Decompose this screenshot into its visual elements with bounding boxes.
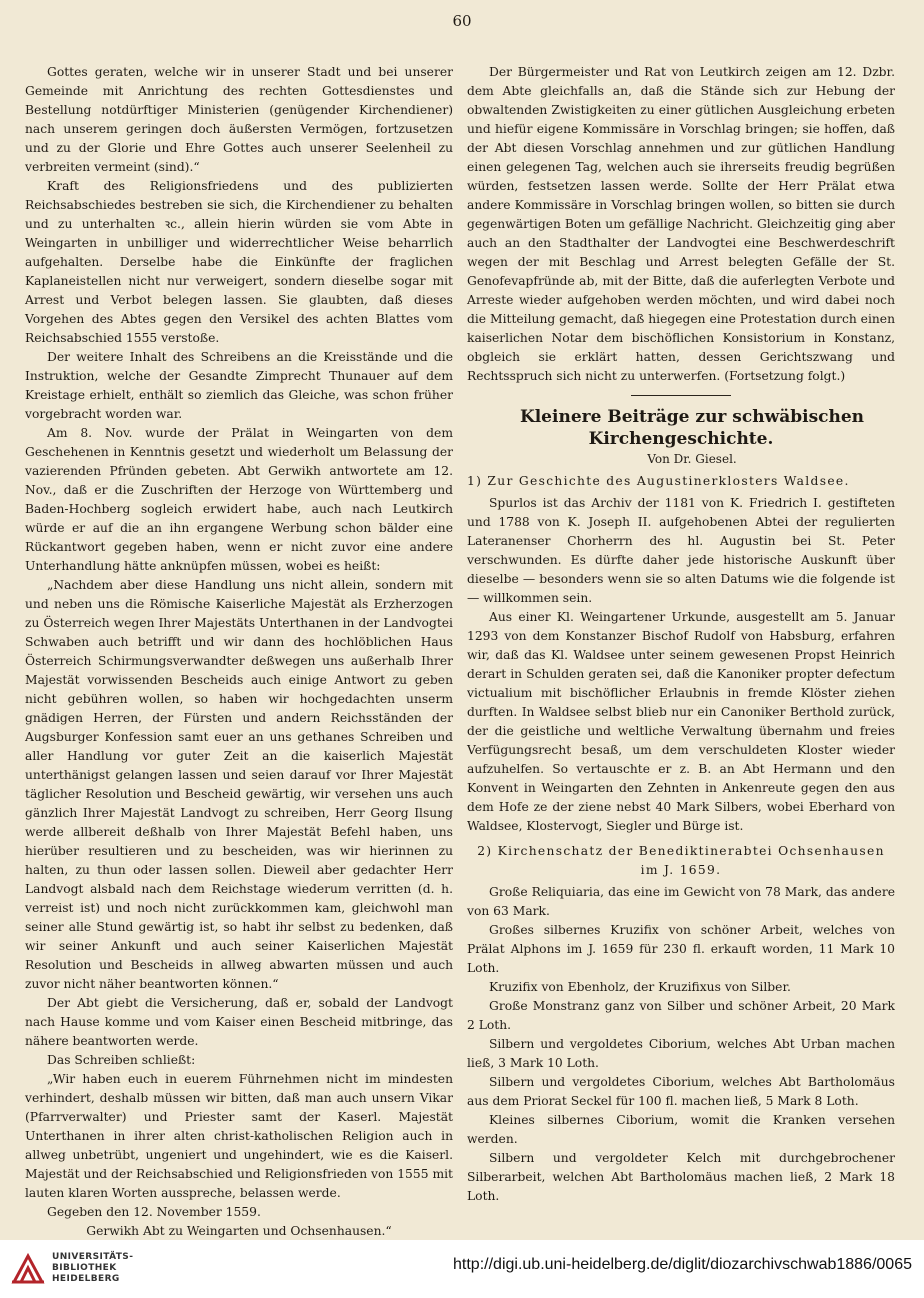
signature-line: Gerwikh Abt zu Weingarten und Ochsenhausen.“ bbox=[86, 1224, 392, 1238]
paragraph: Der Abt giebt die Versicherung, daß er, sobald der Landvogt nach Hause komme und vom Kaiser einen Bescheid mitbringe, das nähere beantworten werde. bbox=[25, 996, 453, 1048]
left-column bbox=[25, 63, 453, 1240]
page-number: 60 bbox=[452, 12, 472, 30]
paragraph: „Nachdem aber diese Handlung uns nicht allein, sondern mit und neben uns die Römische Kaiserliche Majestät als Erzherzogen zu Österreich wegen Ihrer Majestäts Unterthanen in der Landvogtei Schwaben auch betrifft und wir dann des hochlöblichen Haus Österreich Schirmungsverwandter deßwegen uns außerhalb Ihrer Majestät vorwissenden Bescheids auch einige Antwort zu geben nicht gebühren wollen, so haben wir hochgedachten unserm gnädigen Herren, der Fürsten und andern Reichsständen der Augsburger Konfession samt euer an uns gethanes Schreiben und aller Handlung vor guter Zeit an die kaiserlich Majestät unterthänigst gelangen lassen und seien darauf vor Ihrer Majestät täglicher Resolution und Bescheid gewärtig, wir versehen uns auch gänzlich Ihrer Majestät Landvogt zu schreiben, Herr Georg Ilsung werde allbereit deßhalb von Ihrer Majestät Befehl haben, uns hierüber resultieren und zu bescheiden, was wir hierinnen zu halten, zu thun oder lassen sollen. Dieweil aber gedachter Herr Landvogt alsbald nach dem Reichstage wiederum verritten (d. h. verreist ist) und noch nicht zurückkommen kam, gleichwohl man seiner alle Stund gewärtig ist, so habt ihr selbst zu bedenken, daß wir seiner Ankunft und auch seiner Kaiserlichen Majestät Resolution und Bescheids in allweg abwarten müssen und auch zuvor nicht näher beantworten können.“ bbox=[25, 578, 453, 991]
paragraph: „Wir haben euch in euerem Führnehmen nicht im mindesten verhindert, deshalb müssen wir bitten, daß man auch unsern Vikar (Pfarrverwalter) und Priester samt der Kaserl. Majestät Unterthanen in ihrer alten christ-katholischen Religion auch in allweg unbetrübt, ungeniert und ungehindert, wie es die Kaiserl. Majestät und der Reichsabschied und Religionsfrieden von 1555 mit lauten klaren Worten ausspreche, belassen werde. bbox=[25, 1072, 453, 1200]
list-item: Kruzifix von Ebenholz, der Kruzifixus von Silber. bbox=[489, 980, 791, 994]
subsection-heading: 2) Kirchenschatz der Benediktinerabtei Ochsenhausen im J. 1659. bbox=[477, 844, 885, 877]
list-item: Silbern und vergoldetes Ciborium, welches Abt Urban machen ließ, 3 Mark 10 Loth. bbox=[467, 1037, 895, 1070]
paragraph: Der weitere Inhalt des Schreibens an die Kreisstände und die Instruktion, welche der Gesandte Zimprecht Thunauer auf dem Kreistage erhielt, enthält so ziemlich das Gleiche, was schon früher vorgebracht worden war. bbox=[25, 350, 453, 421]
author-line: Von Dr. Giesel. bbox=[647, 452, 737, 466]
footer-bar bbox=[0, 1240, 924, 1298]
subsection-heading: 1) Zur Geschichte des Augustinerklosters Waldsee. bbox=[467, 474, 850, 488]
logo-line: HEIDELBERG bbox=[52, 1274, 120, 1284]
paragraph: Der Bürgermeister und Rat von Leutkirch zeigen am 12. Dzbr. dem Abte gleichfalls an, daß die Stände sich zur Hebung der obwaltenden Zwistigkeiten zu einer gütlichen Ausgleichung erbeten und hiefür eigene Kommissäre in Vorschlag bringen; sie hoffen, daß der Abt diesen Vorschlag annehmen und zur gütlichen Handlung einen gelegenen Tag, welchen auch sie ihrerseits freudig begrüßen würden, festsetzen lassen werde. Sollte der Herr Prälat etwa andere Kommissäre in Vorschlag bringen wollen, so bitten sie durch gegenwärtigen Boten um gefällige Nachricht. Gleichzeitig ging aber auch an den Stadthalter der Landvogtei eine Beschwerdeschrift wegen der mit Beschlag und Arrest belegten Gefälle der St. Genofevapfründe ab, mit der Bitte, daß die auferlegten Verbote und Arreste wieder aufgehoben werden möchten, und wird dabei noch die Mitteilung gemacht, daß hiegegen eine Protestation durch einen kaiserlichen Notar dem bischöflichen Konsistorium in Konstanz, obgleich sie erklärt hatten, dessen Gerichtszwang und Rechtsspruch sich nicht zu unterwerfen. (Fortsetzung folgt.) bbox=[467, 65, 895, 383]
list-item: Großes silbernes Kruzifix von schöner Arbeit, welches von Prälat Alphons im J. 1659 für 230 fl. erkauft worden, 11 Mark 10 Loth. bbox=[467, 923, 895, 975]
list-item: Silbern und vergoldeter Kelch mit durchgebrochener Silberarbeit, welchen Abt Bartholomäus machen ließ, 2 Mark 18 Loth. bbox=[467, 1151, 895, 1203]
source-url[interactable]: http://digi.ub.uni-heidelberg.de/diglit/diozarchivschwab1886/0065 bbox=[453, 1256, 912, 1273]
logo-line: BIBLIOTHEK bbox=[52, 1263, 117, 1273]
paragraph: Gottes geraten, welche wir in unserer Stadt und bei unserer Gemeinde mit Anrichtung des rechten Gottesdienstes und Bestellung notdürftiger Ministerien (genügender Kirchendiener) nach unserem geringen doch äußersten Vermögen, fortzusetzen und zu der Glorie und Ehre Gottes auch unserer Seelenheil zu verbreiten vermeint (sind).“ bbox=[25, 65, 453, 174]
paragraph: Spurlos ist das Archiv der 1181 von K. Friedrich I. gestifteten und 1788 von K. Joseph II. aufgehobenen Abtei der regulierten Lateranenser Chorherrn des hl. Augustin bei St. Peter verschwunden. Es dürfte daher jede historische Auskunft über dieselbe — besonders wenn sie so alten Datums wie die folgende ist — willkommen sein. bbox=[467, 496, 895, 605]
logo-line: UNIVERSITÄTS- bbox=[52, 1252, 134, 1262]
list-item: Große Reliquiaria, das eine im Gewicht von 78 Mark, das andere von 63 Mark. bbox=[467, 885, 895, 918]
paragraph: Das Schreiben schließt: bbox=[47, 1053, 196, 1067]
list-item: Silbern und vergoldetes Ciborium, welches Abt Bartholomäus aus dem Priorat Seckel für 100 fl. machen ließ, 5 Mark 8 Loth. bbox=[467, 1075, 895, 1108]
paragraph: Kraft des Religionsfriedens und des publizierten Reichsabschiedes bestreben sie sich, die Kirchendiener zu behalten und zu unterhalten ꝛc., allein hierin würden sie vom Abte in Weingarten in unbilliger und widerrechtlicher Weise beharrlich aufgehalten. Derselbe habe die Einkünfte der fraglichen Kaplaneistellen nicht nur verweigert, sondern dieselbe sogar mit Arrest und Verbot belegen lassen. Sie glaubten, daß dieses Vorgehen des Abtes gegen den Versikel des achten Blattes vom Reichsabschied 1555 verstoße. bbox=[25, 179, 453, 345]
section-title: Kleinere Beiträge zur schwäbischen Kirchengeschichte. bbox=[519, 407, 865, 449]
list-item: Große Monstranz ganz von Silber und schöner Arbeit, 20 Mark 2 Loth. bbox=[467, 999, 895, 1032]
library-seal-icon bbox=[10, 1250, 46, 1286]
logo-wordmark bbox=[52, 1252, 133, 1285]
paragraph: Gegeben den 12. November 1559. bbox=[47, 1205, 261, 1219]
library-logo[interactable] bbox=[10, 1248, 250, 1292]
list-item: Kleines silbernes Ciborium, womit die Kranken versehen werden. bbox=[467, 1113, 895, 1146]
section-divider bbox=[631, 395, 731, 396]
right-column bbox=[467, 63, 895, 1206]
paragraph: Am 8. Nov. wurde der Prälat in Weingarten von dem Geschehenen in Kenntnis gesetzt und wiederholt um Belassung der vazierenden Pfründen gebeten. Abt Gerwikh antwortete am 12. Nov., daß er die Zuschriften der Herzoge von Württemberg und Baden-Hochberg sogleich erwidert habe, auch nach Leutkirch würde er auf die an ihn ergangene Werbung schon bälder eine Rückantwort gegeben haben, wenn er nicht zuvor eine andere Unterhandlung hätte anknüpfen müssen, wobei es heißt: bbox=[25, 426, 453, 573]
paragraph: Aus einer Kl. Weingartener Urkunde, ausgestellt am 5. Januar 1293 von dem Konstanzer Bischof Rudolf von Habsburg, erfahren wir, daß das Kl. Waldsee unter seinem gewesenen Propst Heinrich derart in Schulden geraten sei, daß die Kanoniker propter defectum victualium mit bischöflicher Erlaubnis in fremde Klöster ziehen durften. In Waldsee selbst blieb nur ein Canoniker Berthold zurück, der die geistliche und weltliche Verwaltung übernahm und freies Verfügungsrecht besaß, um dem verschuldeten Kloster wieder aufzuhelfen. So vertauschte er z. B. an Abt Hermann und den Konvent in Weingarten den Zehnten in Ankenreute gegen den aus dem Hofe ze der ziene nebst 40 Mark Silbers, wobei Eberhard von Waldsee, Klostervogt, Siegler und Bürge ist. bbox=[467, 610, 895, 833]
